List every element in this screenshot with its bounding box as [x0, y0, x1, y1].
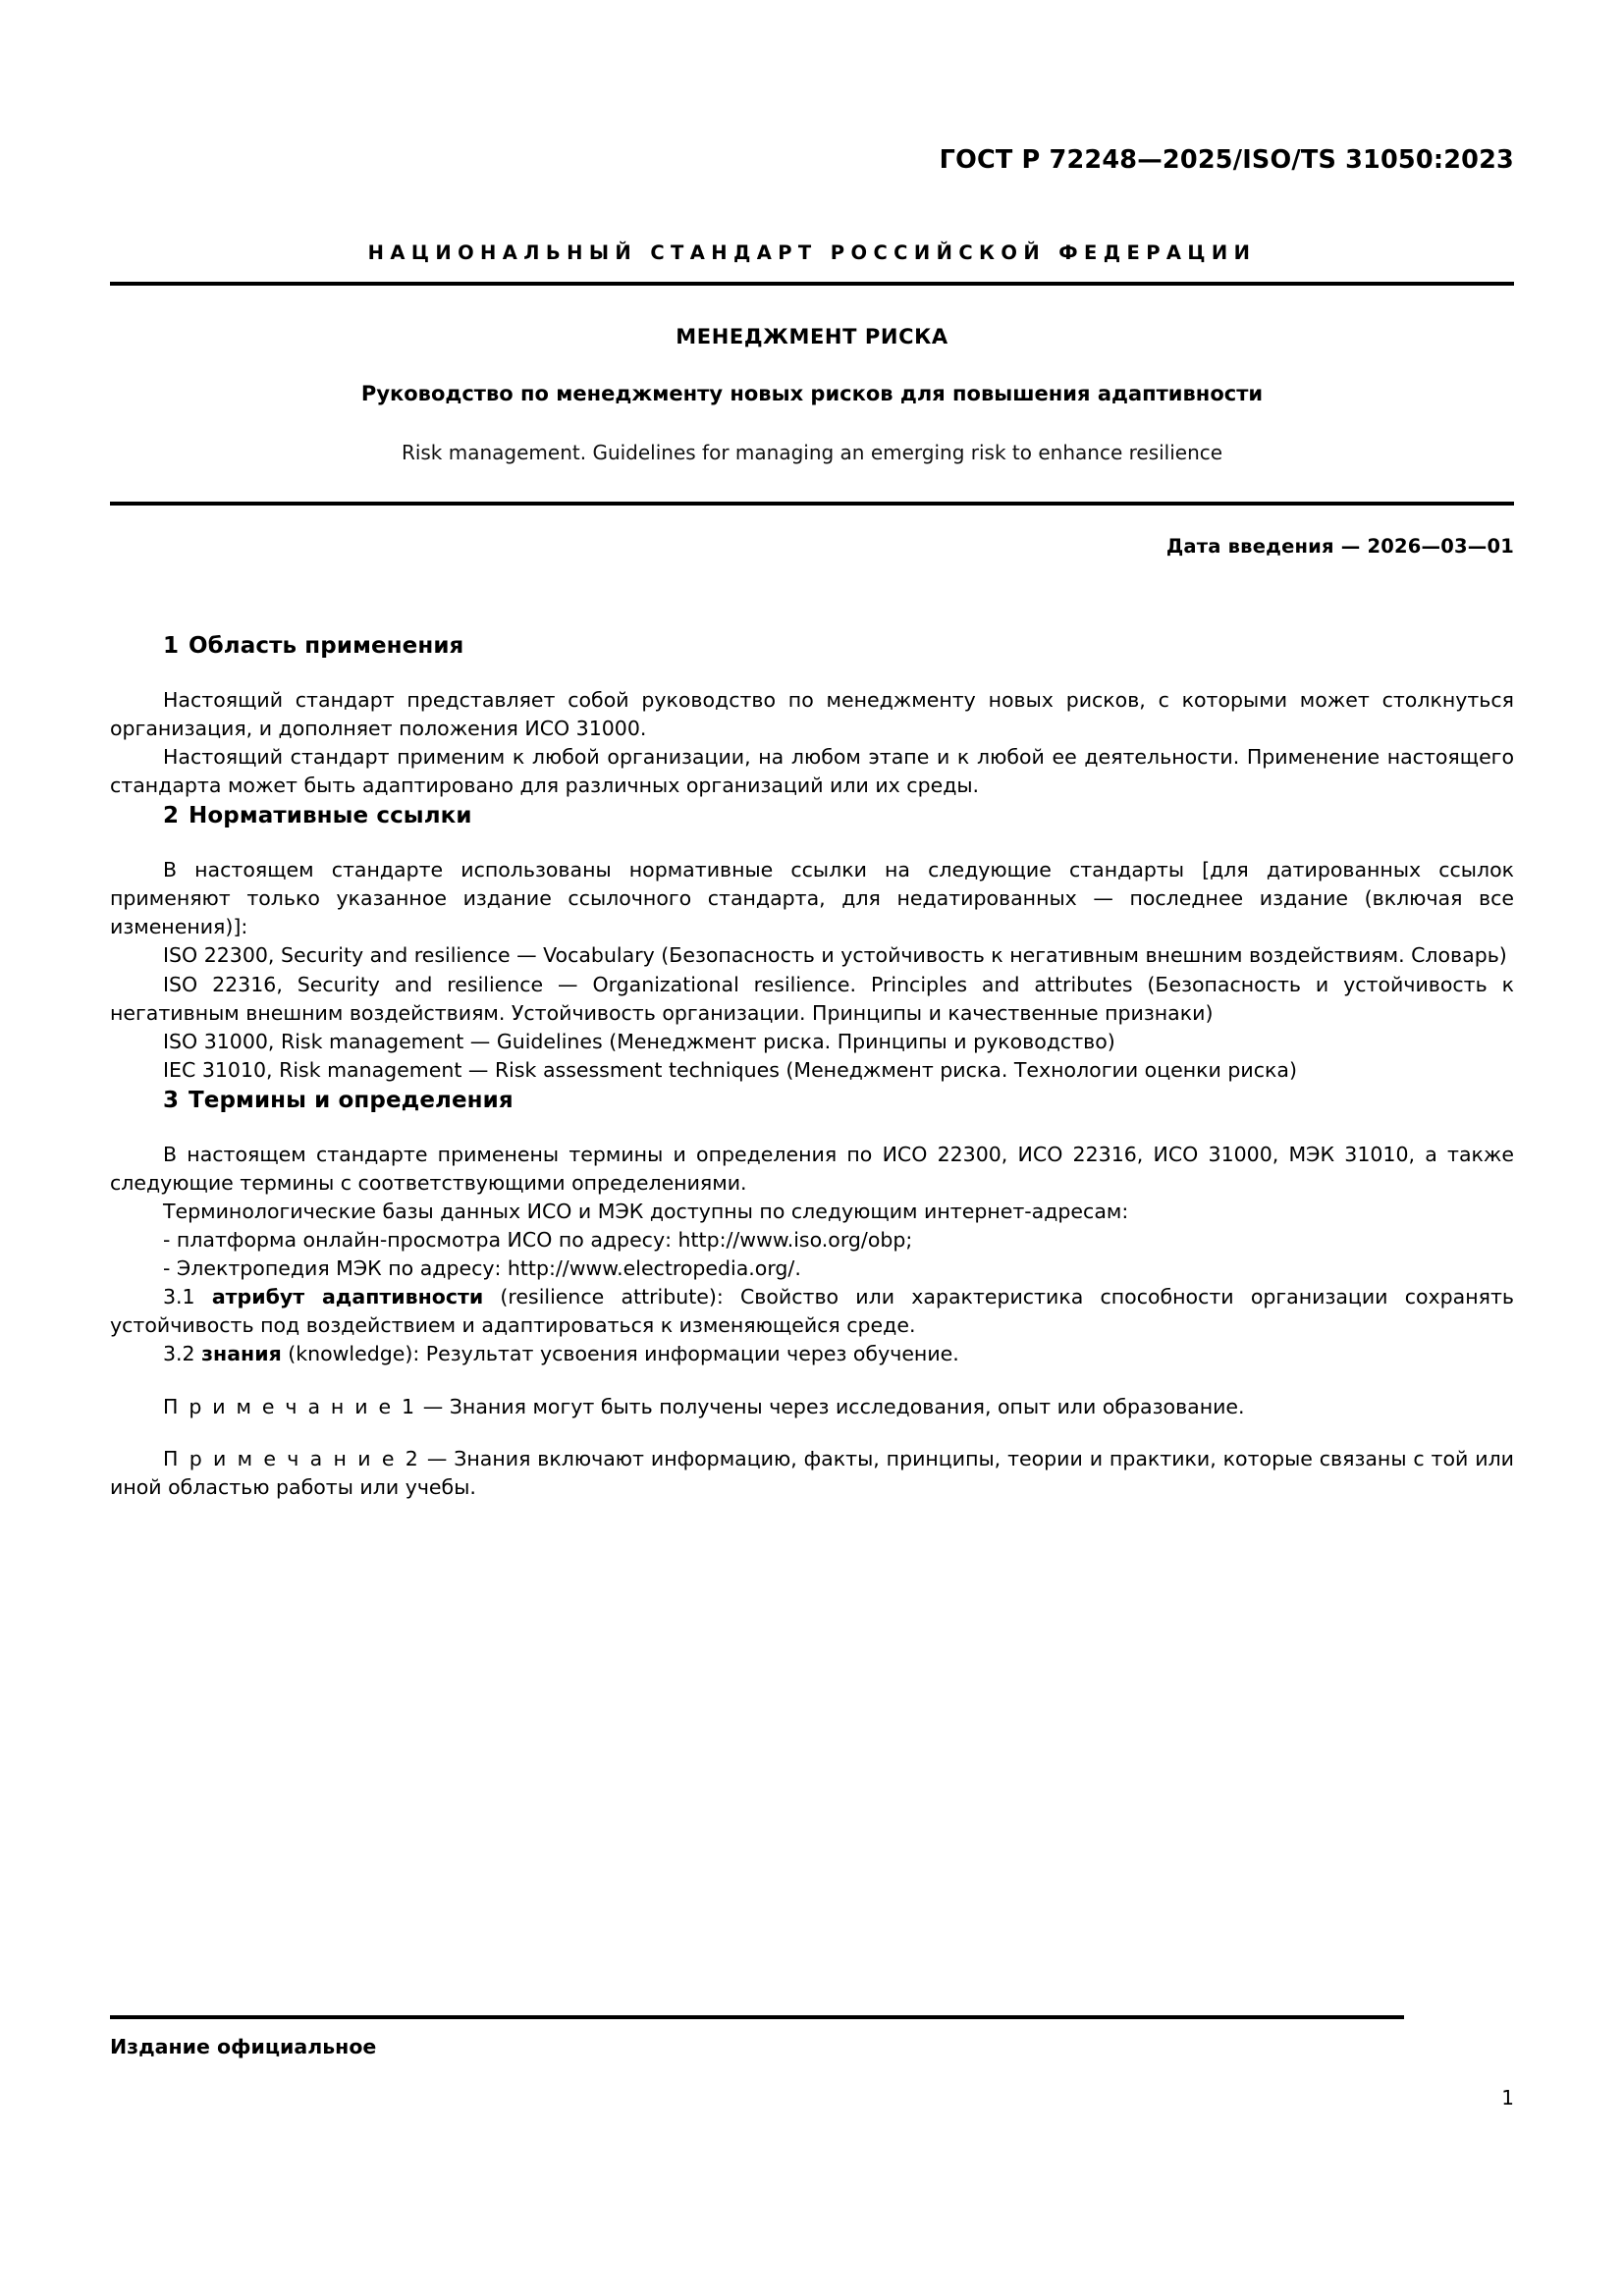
term-name-3-1: атрибут адаптивности — [211, 1285, 484, 1309]
page-title: МЕНЕДЖМЕНТ РИСКА — [676, 325, 948, 348]
section-heading-2 — [110, 800, 1514, 832]
term-definition-3-2 — [110, 1340, 1514, 1368]
term-name-3-2: знания — [201, 1342, 282, 1366]
normative-reference-4: IEC 31010, Risk management — Risk assessment techniques (Менеджмент риска. Технологии оценки риска) — [163, 1057, 1297, 1082]
note-1 — [110, 1393, 1514, 1421]
normative-reference-2: ISO 22316, Security and resilience — Organizational resilience. Principles and attributes (Безопасность и устойчивость к негативным внешним воздействиям. Устойчивость организации. Принципы и качественные признаки) — [110, 972, 1514, 1025]
document-code: ГОСТ Р 72248—2025/ISO/TS 31050:2023 — [939, 145, 1514, 175]
page-content — [110, 0, 1514, 1502]
term-number-3-1: 3.1 — [163, 1285, 195, 1309]
section-3-bullet-2: - Электропедия МЭК по адресу: http://www.electropedia.org/. — [163, 1256, 801, 1281]
section-title-3: Термины и определения — [189, 1087, 514, 1113]
section-3-bullet-1: - платформа онлайн-просмотра ИСО по адресу: http://www.iso.org/obp; — [163, 1227, 913, 1252]
page-number: 1 — [1501, 2086, 1514, 2109]
section-3-paragraph-2: Терминологические базы данных ИСО и МЭК доступны по следующим интернет-адресам: — [163, 1199, 1129, 1223]
note-1-text: — Знания могут быть получены через исследования, опыт или образование. — [416, 1394, 1245, 1418]
section-title-1: Область применения — [189, 633, 464, 660]
section-3-paragraph-1: В настоящем стандарте применены термины и определения по ИСО 22300, ИСО 22316, ИСО 31000, МЭК 31010, а также следующие термины с соответствующими определениями. — [110, 1142, 1514, 1195]
term-definition-3-1 — [110, 1283, 1514, 1340]
term-text-3-2: (knowledge): Результат усвоения информации через обучение. — [281, 1342, 959, 1366]
section-number-1: 1 — [163, 633, 180, 660]
note-1-label: П р и м е ч а н и е 1 — [163, 1394, 417, 1418]
national-standard-line: НАЦИОНАЛЬНЫЙ СТАНДАРТ РОССИЙСКОЙ ФЕДЕРАЦИИ — [367, 241, 1257, 264]
section-number-3: 3 — [163, 1087, 180, 1113]
term-number-3-2: 3.2 — [163, 1342, 195, 1366]
normative-reference-3: ISO 31000, Risk management — Guidelines (Менеджмент риска. Принципы и руководство) — [163, 1029, 1115, 1053]
section-title-2: Нормативные ссылки — [189, 803, 472, 829]
page-subtitle: Руководство по менеджменту новых рисков для повышения адаптивности — [360, 382, 1264, 405]
introduction-date: Дата введения — 2026—03—01 — [1165, 535, 1514, 559]
term-text-3-1: (resilience attribute): Свойство или характеристика способности организации сохранять устойчивость под воздействием и адаптироваться к изменяющейся среде. — [110, 1285, 1514, 1338]
section-1-paragraph-1: Настоящий стандарт представляет собой руководство по менеджменту новых рисков, с которыми может столкнуться организация, и дополняет положения ИСО 31000. — [110, 688, 1514, 741]
title-block — [110, 325, 1514, 466]
section-2-paragraph-1: В настоящем стандарте использованы нормативные ссылки на следующие стандарты [для датированных ссылок применяют только указанное издание ссылочного стандарта, для недатированных — последнее издание (включая все изменения)]: — [110, 858, 1514, 939]
note-2 — [110, 1445, 1514, 1502]
header-divider-bottom — [110, 502, 1514, 506]
normative-reference-1: ISO 22300, Security and resilience — Vocabulary (Безопасность и устойчивость к негативным внешним воздействиям. Словарь) — [163, 943, 1507, 968]
document-body — [110, 630, 1514, 1501]
header-divider-top — [110, 282, 1514, 286]
section-number-2: 2 — [163, 803, 180, 829]
section-heading-3 — [110, 1085, 1514, 1117]
footer-edition-label: Издание официальное — [110, 2035, 377, 2058]
section-heading-1 — [110, 630, 1514, 663]
note-2-text: — Знания включают информацию, факты, принципы, теории и практики, которые связаны с той или иной областью работы или учебы. — [110, 1446, 1514, 1499]
section-1-paragraph-2: Настоящий стандарт применим к любой организации, на любом этапе и к любой ее деятельности. Применение настоящего стандарта может быть адаптировано для различных организаций или их среды. — [110, 745, 1514, 798]
footer-divider — [110, 2015, 1404, 2019]
page-title-english: Risk management. Guidelines for managing an emerging risk to enhance resilience — [401, 441, 1223, 465]
note-2-label: П р и м е ч а н и е 2 — [163, 1446, 420, 1470]
